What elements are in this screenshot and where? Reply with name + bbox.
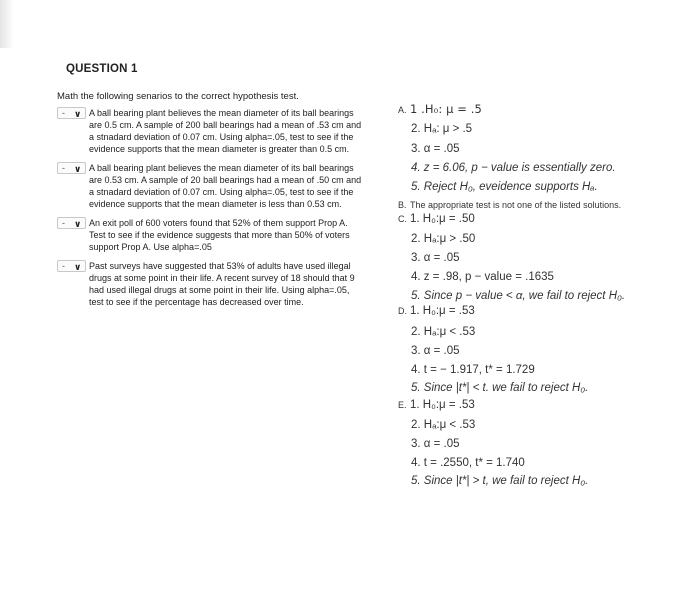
- answer-a-line-4: 4. z = 6.06, p − value is essentially zero.: [411, 162, 616, 174]
- answer-a-line-1: A. 1 .H₀: μ = .5: [398, 102, 482, 116]
- answer-c-line-4: 4. z = .98, p − value = .1635: [411, 271, 554, 283]
- dropdown-selected-value: -: [62, 163, 65, 173]
- answer-d-line-1: D. 1. H₀:μ = .53: [398, 305, 475, 317]
- scenario-item-1: [57, 107, 397, 155]
- question-instructions: Math the following senarios to the correct hypothesis test.: [57, 91, 299, 102]
- answer-e-letter: E.: [398, 400, 407, 410]
- chevron-down-icon: ∨: [74, 262, 82, 272]
- chevron-down-icon: ∨: [74, 219, 82, 229]
- answer-b-letter: B.: [398, 200, 407, 210]
- answer-d-line-4: 4. t = − 1.917, t* = 1.729: [411, 364, 535, 376]
- match-dropdown-4[interactable]: [57, 260, 86, 272]
- answer-b-line: B. The appropriate test is not one of the listed solutions.: [398, 200, 622, 210]
- answer-a-line-5: 5. Reject H₀, eveidence supports Hₐ.: [411, 181, 598, 193]
- scenario-text: A ball bearing plant believes the mean diameter of its ball bearings are 0.53 cm. A sample of 20 ball bearings had a mean of .50 cm and a stnadard deviation of 0.07 cm. Using alpha=.05, test to see if the evidence supports that the mean diameter is less than 0.53 cm.: [89, 163, 362, 209]
- dropdown-selected-value: -: [62, 218, 65, 228]
- chevron-down-icon: ∨: [74, 109, 82, 119]
- match-dropdown-2[interactable]: [57, 162, 86, 174]
- answer-e-line-3: 3. α = .05: [411, 438, 460, 450]
- answer-d-line-2: 2. Hₐ:μ < .53: [411, 326, 476, 338]
- match-dropdown-1[interactable]: [57, 107, 86, 119]
- scenario-text: An exit poll of 600 voters found that 52% of them support Prop A. Test to see if the evidence suggests that more than 50% of voters support Prop A. Use alpha=.05: [89, 218, 350, 252]
- scenario-item-4: [57, 260, 397, 308]
- answer-d-letter: D.: [398, 306, 407, 316]
- answer-e-line-1: E. 1. H₀:μ = .53: [398, 399, 475, 411]
- answer-a-letter: A.: [398, 105, 407, 115]
- scenario-text: A ball bearing plant believes the mean diameter of its ball bearings are 0.5 cm. A sample of 200 ball bearings had a mean of .53 cm and a stnadard deviation of 0.07 cm. Using alpha=.05, test to see if the evidence supports that the mean diameter is greater than 0.5 cm.: [89, 108, 362, 154]
- answer-c-line-5: 5. Since p − value < α, we fail to reject H₀.: [411, 290, 626, 302]
- scenario-text: Past surveys have suggested that 53% of adults have used illegal drugs at some point in their life. A recent survey of 18 should that 9 had used illegal drugs at some point in their life. Using alpha=.05, test to see if the percentage has decreased over time.: [89, 261, 355, 307]
- dropdown-selected-value: -: [62, 261, 65, 271]
- question-title: QUESTION 1: [66, 63, 138, 75]
- chevron-down-icon: ∨: [74, 164, 82, 174]
- answer-d-line-3: 3. α = .05: [411, 345, 460, 357]
- answer-c-line-2: 2. Hₐ:μ > .50: [411, 233, 476, 245]
- match-dropdown-3[interactable]: [57, 217, 86, 229]
- answer-e-line-5: 5. Since |t*| > t, we fail to reject H₀.: [411, 475, 589, 487]
- window-corner-shadow: [0, 0, 14, 48]
- answer-e-line-2: 2. Hₐ:μ < .53: [411, 419, 476, 431]
- dropdown-selected-value: -: [62, 108, 65, 118]
- answer-e-line-4: 4. t = .2550, t* = 1.740: [411, 457, 525, 469]
- answer-d-line-5: 5. Since |t*| < t. we fail to reject H₀.: [411, 382, 589, 394]
- answer-a-line-3: 3. α = .05: [411, 143, 460, 155]
- scenario-item-2: [57, 162, 397, 210]
- answer-c-line-3: 3. α = .05: [411, 252, 460, 264]
- answer-a-line-2: 2. Hₐ: μ > .5: [411, 123, 473, 135]
- answer-c-letter: C.: [398, 214, 407, 224]
- scenario-item-3: [57, 217, 397, 253]
- answer-c-line-1: C. 1. H₀:μ = .50: [398, 213, 475, 225]
